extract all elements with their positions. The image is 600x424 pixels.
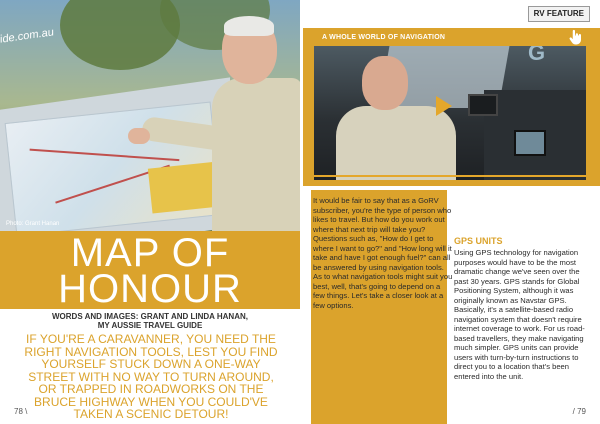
byline [0,312,300,330]
byline-line-2: MY AUSSIE TRAVEL GUIDE [97,321,203,330]
hand-pointer-icon[interactable] [566,28,584,46]
driver-body [336,106,456,180]
photo-credit: Photo: Grant Hanan [6,221,60,227]
gps-units-heading: GPS UNITS [454,236,503,246]
page-number-left: 78 \ [14,407,28,416]
image-label: A WHOLE WORLD OF NAVIGATION [322,34,446,41]
title-line-2: HONOUR [58,267,242,311]
intro-column: It would be fair to say that as a GoRV subscriber, you're the type of person who likes to travel. But how do you work out where that next trip will take you? Questions such as, "How do I get to where I want to go?" and "How long will it take and have I got enough fuel?" can all be answered by using navigation tools. As to what navigation tools might suit you best, well, that's going to depend on a few things. Let's take a closer look at a few options. [313,196,453,310]
bonnet-logo: ide.com.au [0,26,54,46]
title-band [0,231,300,309]
right-page [300,0,600,424]
gps-column: Using GPS technology for navigation purposes would have to be the most dramatic change we've seen over the past 30 years. GPS stands for Global Positioning System, although it was originally known as Navstar GPS. Basically, it's a satellite-based radio navigation system that doesn't require internet coverage to work. For us road-based travellers, they make navigating much simpler. GPS units can provide users with turn-by-turn instructions to direct you to a location that's been entered into the unit. [454,248,585,381]
video-progress-bar[interactable] [314,175,586,177]
navigation-photo [314,46,586,180]
byline-line-1: WORDS AND IMAGES: GRANT AND LINDA HANAN, [52,312,248,321]
infotainment-screen [514,130,546,156]
map-book [148,161,222,213]
man-reading-map [212,18,300,231]
standfirst: IF YOU'RE A CARAVANNER, YOU NEED THE RIGHT NAVIGATION TOOLS, LEST YOU FIND YOURSELF STUCK DOWN A ONE-WAY STREET WITH NO WAY TO TURN AROUND, OR TRAPPED IN ROADWORKS ON THE BRUCE HIGHWAY WHEN YOU COULD'VE TAKEN A SCENIC DETOUR! [24,332,278,421]
page-number-right: / 79 [572,407,586,416]
section-tag: RV FEATURE [528,6,590,22]
driver-head [362,56,408,110]
hero-photo [0,0,300,231]
play-icon[interactable] [436,96,452,116]
title-line-1: MAP OF [70,231,230,275]
gps-unit [468,94,498,116]
windscreen-g-logo: G [528,46,546,65]
